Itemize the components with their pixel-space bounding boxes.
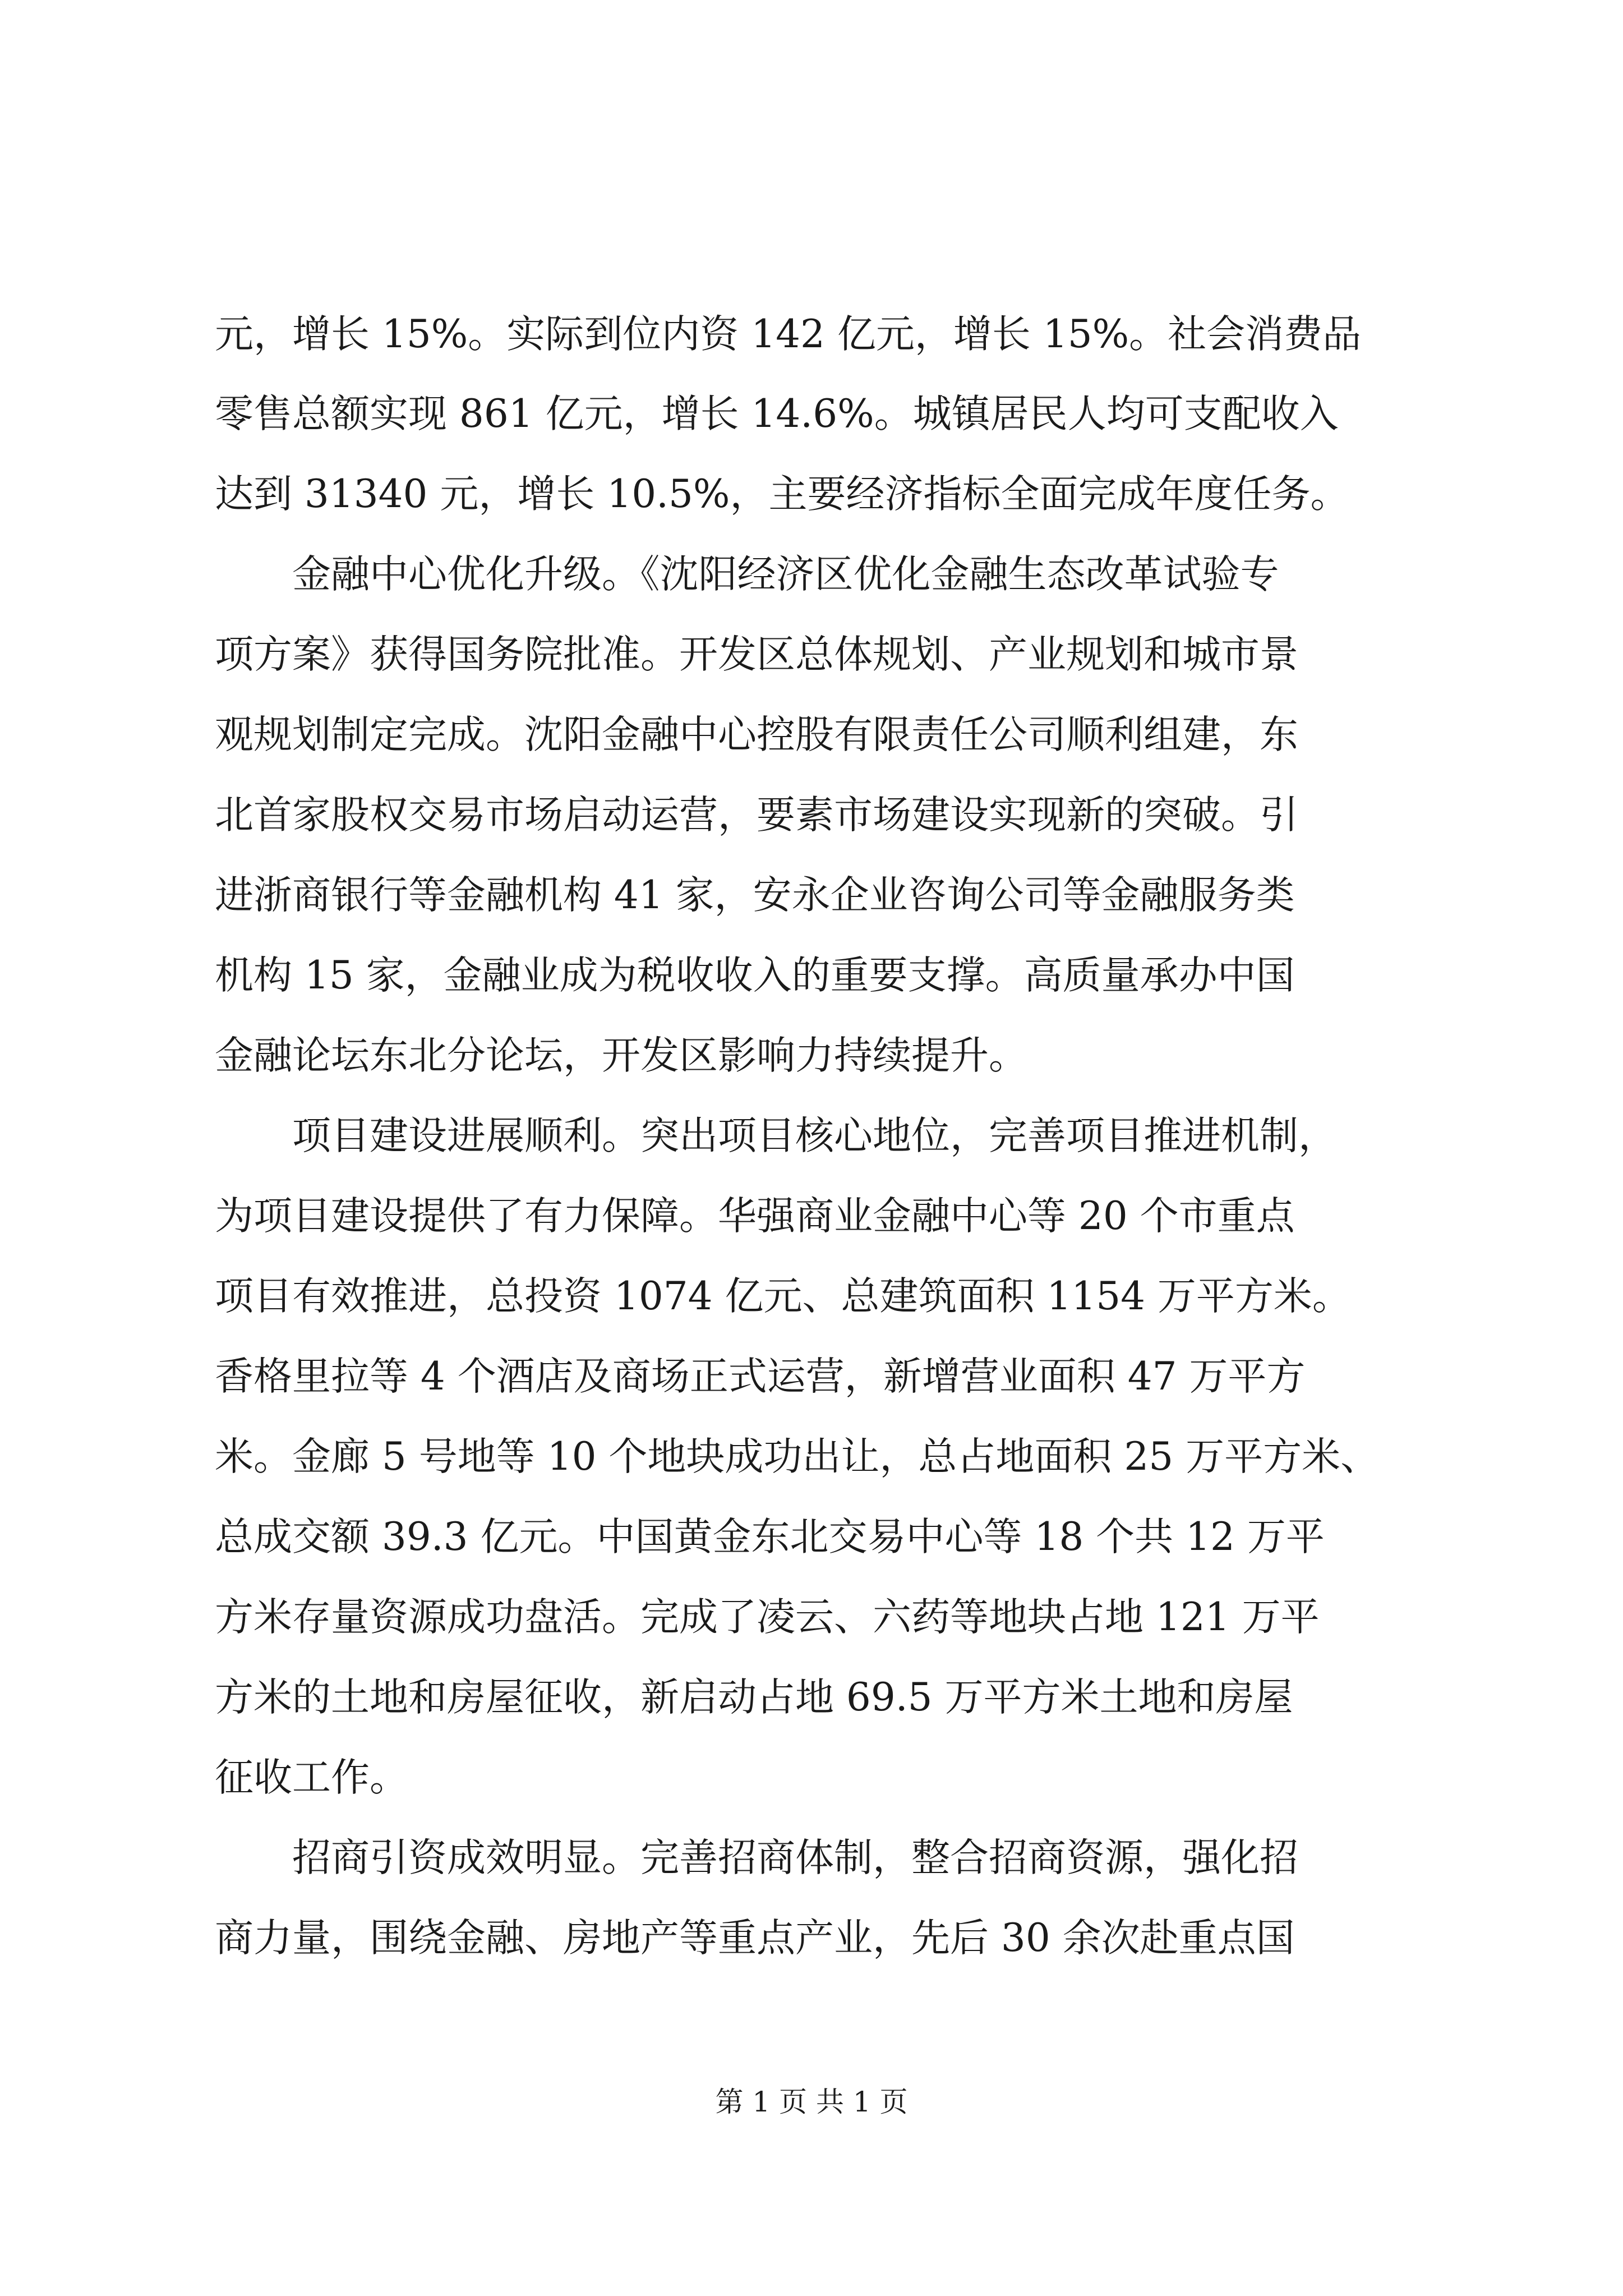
text-line: 达到 31340 元，增长 10.5%，主要经济指标全面完成年度任务。 (215, 472, 1349, 517)
text-line: 香格里拉等 4 个酒店及商场正式运营，新增营业面积 47 万平方 (215, 1354, 1306, 1399)
text-line: 方米的土地和房屋征收，新启动占地 69.5 万平方米土地和房屋 (215, 1675, 1293, 1720)
text-line: 观规划制定完成。沈阳金融中心控股有限责任公司顺利组建，东 (215, 712, 1298, 757)
text-line: 项目建设进展顺利。突出项目核心地位，完善项目推进机制， (215, 1114, 1337, 1158)
text-line: 为项目建设提供了有力保障。华强商业金融中心等 20 个市重点 (215, 1194, 1295, 1239)
text-line: 招商引资成效明显。完善招商体制，整合招商资源，强化招 (215, 1835, 1298, 1880)
text-line: 征收工作。 (215, 1755, 408, 1800)
text-line: 零售总额实现 861 亿元，增长 14.6%。城镇居民人均可支配收入 (215, 392, 1339, 436)
text-line: 总成交额 39.3 亿元。中国黄金东北交易中心等 18 个共 12 万平 (215, 1515, 1325, 1559)
page-footer: 第 1 页 共 1 页 (715, 2086, 908, 2118)
text-line: 米。金廊 5 号地等 10 个地块成功出让，总占地面积 25 万平方米、 (215, 1434, 1380, 1479)
text-line: 元，增长 15%。实际到位内资 142 亿元，增长 15%。社会消费品 (215, 312, 1362, 357)
text-line: 进浙商银行等金融机构 41 家，安永企业咨询公司等金融服务类 (215, 873, 1295, 918)
text-line: 金融中心优化升级。《沈阳经济区优化金融生态改革试验专 (215, 552, 1279, 597)
text-line: 项方案》获得国务院批准。开发区总体规划、产业规划和城市景 (215, 632, 1298, 677)
text-line: 机构 15 家，金融业成为税收收入的重要支撑。高质量承办中国 (215, 953, 1295, 998)
text-line: 金融论坛东北分论坛，开发区影响力持续提升。 (215, 1033, 1027, 1078)
text-line: 方米存量资源成功盘活。完成了凌云、六药等地块占地 121 万平 (215, 1595, 1320, 1640)
text-line: 北首家股权交易市场启动运营，要素市场建设实现新的突破。引 (215, 793, 1298, 838)
text-line: 商力量，围绕金融、房地产等重点产业，先后 30 余次赴重点国 (215, 1916, 1295, 1961)
text-line: 项目有效推进，总投资 1074 亿元、总建筑面积 1154 万平方米。 (215, 1274, 1351, 1319)
